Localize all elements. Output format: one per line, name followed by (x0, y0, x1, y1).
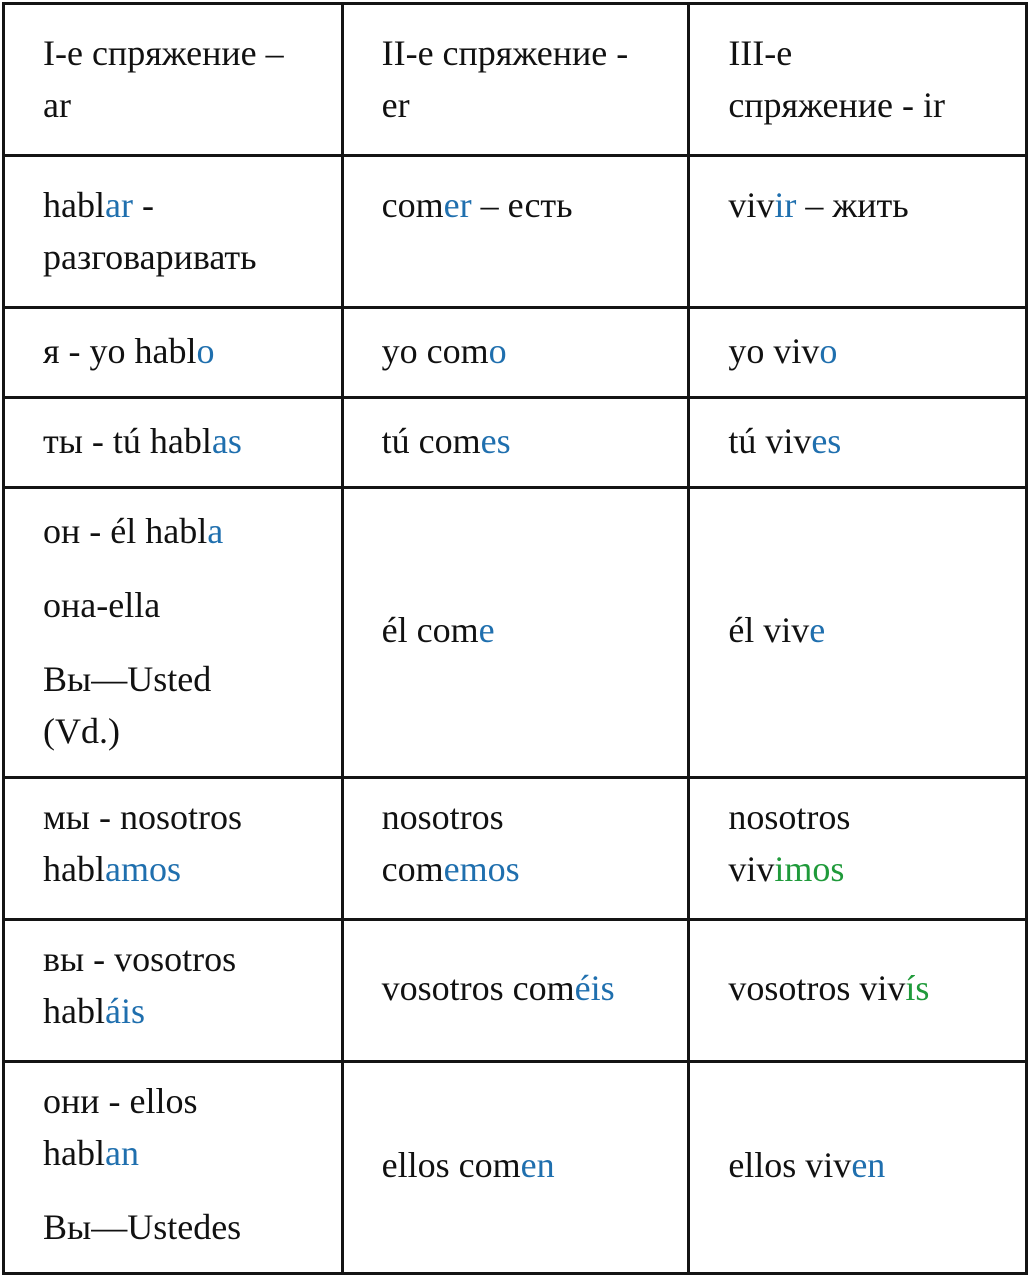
stem: он - él habl (43, 511, 208, 551)
line-ellos (43, 1075, 281, 1179)
cell-ellos-2 (342, 1062, 689, 1274)
header-text-1: I-е спряжение – ar (43, 33, 284, 125)
cell-nos-3 (689, 778, 1027, 920)
ending: er (443, 185, 472, 225)
table-row (4, 920, 1027, 1062)
ending: áis (104, 991, 145, 1031)
header-cell-1 (4, 4, 343, 156)
cell-el-3 (689, 488, 1027, 778)
ending: es (811, 421, 842, 461)
ending: en (520, 1144, 555, 1185)
ending: o (488, 331, 507, 371)
table-row (4, 778, 1027, 920)
stem: com (381, 185, 444, 225)
ending: o (196, 331, 215, 371)
cell-ellos-1 (4, 1062, 343, 1274)
cell-inf-3 (689, 156, 1027, 308)
cell-yo-3 (689, 308, 1027, 398)
ending: es (480, 421, 511, 461)
cell-yo-2 (342, 308, 689, 398)
table-row (4, 308, 1027, 398)
cell-nos-2 (342, 778, 689, 920)
cell-tu-1 (4, 398, 343, 488)
stem: habl (43, 185, 105, 225)
cell-vos-2 (342, 920, 689, 1062)
ending: e (809, 609, 826, 650)
cell-vos-3 (689, 920, 1027, 1062)
ending: a (207, 511, 224, 551)
cell-tu-3 (689, 398, 1027, 488)
stem: tú viv (728, 421, 812, 461)
cell-inf-1 (4, 156, 343, 308)
ending: imos (774, 849, 845, 889)
stem: yo com (381, 331, 489, 371)
cell-el-2 (342, 488, 689, 778)
stem: vosotros viv (728, 967, 906, 1008)
header-text-3: III-е спряжение - ir (728, 33, 945, 125)
line-usted: Вы—Usted (Vd.) (43, 659, 212, 751)
line-el (43, 505, 281, 557)
stem: viv (728, 185, 775, 225)
stem: мы - nosotros habl (43, 797, 242, 889)
cell-nos-1 (4, 778, 343, 920)
header-cell-3 (689, 4, 1027, 156)
line-ustedes: Вы—Ustedes (43, 1207, 242, 1247)
cell-vos-1 (4, 920, 343, 1062)
cell-tu-2 (342, 398, 689, 488)
ending: an (104, 1133, 139, 1173)
cell-yo-1 (4, 308, 343, 398)
stem: ты - tú habl (43, 421, 212, 461)
translation: – есть (471, 185, 573, 225)
table-row (4, 156, 1027, 308)
stem: tú com (381, 421, 481, 461)
stem: вы - vosotros habl (43, 939, 237, 1031)
ending: o (819, 331, 838, 371)
ending: amos (104, 849, 181, 889)
conjugation-table (2, 2, 1028, 1275)
ending: as (211, 421, 242, 461)
stem: я - yo habl (43, 331, 197, 371)
table-row (4, 398, 1027, 488)
cell-inf-2 (342, 156, 689, 308)
stem: ellos com (381, 1144, 521, 1185)
stem: él com (381, 609, 479, 650)
stem: vosotros com (381, 967, 575, 1008)
cell-el-1 (4, 488, 343, 778)
cell-ellos-3 (689, 1062, 1027, 1274)
stem: они - ellos habl (43, 1081, 198, 1173)
stem: nosotros viv (728, 797, 851, 889)
header-row (4, 4, 1027, 156)
ending: éis (574, 967, 615, 1008)
ending: ir (774, 185, 797, 225)
stem: ellos viv (728, 1144, 852, 1185)
stem: nosotros com (381, 797, 504, 889)
ending: ís (905, 967, 930, 1008)
ending: en (851, 1144, 886, 1185)
line-ella: она-ella (43, 585, 161, 625)
table-row (4, 488, 1027, 778)
translation: - разговаривать (43, 185, 257, 277)
table-row (4, 1062, 1027, 1274)
header-text-2: II-е спряжение - er (381, 33, 629, 125)
ending: e (478, 609, 495, 650)
ending: ar (104, 185, 133, 225)
ending: emos (443, 849, 520, 889)
stem: yo viv (728, 331, 820, 371)
header-cell-2 (342, 4, 689, 156)
translation: – жить (796, 185, 909, 225)
stem: él viv (728, 609, 810, 650)
